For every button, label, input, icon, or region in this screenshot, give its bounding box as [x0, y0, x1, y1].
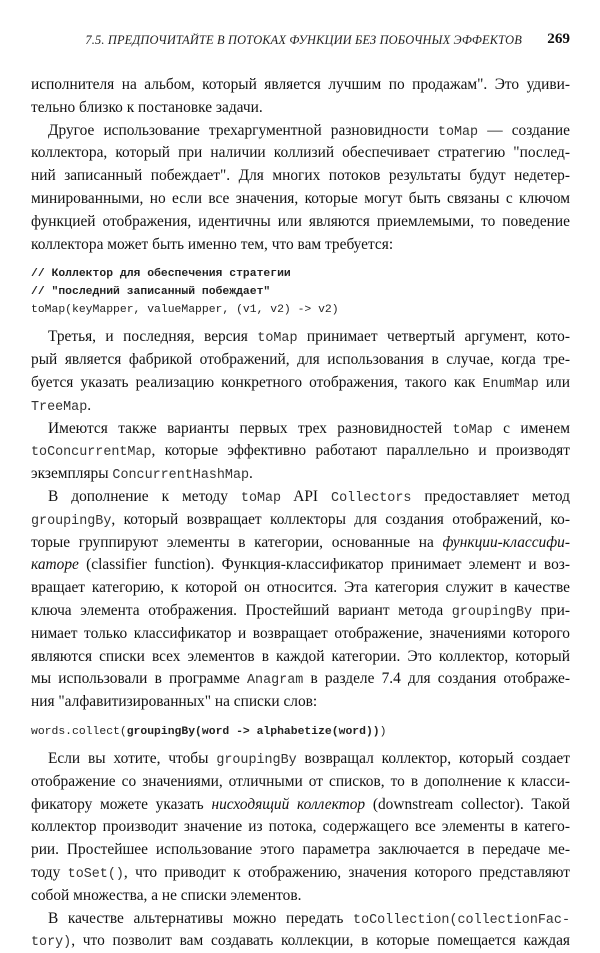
- text-line: [31, 418, 570, 441]
- page-number: 269: [547, 30, 570, 48]
- text-line: рии. Простейшее использование этого параметра заключается в передаче ме-: [31, 839, 570, 862]
- inline-code: Anagram: [247, 673, 303, 688]
- paragraph-6: [31, 748, 570, 908]
- text-line: [31, 908, 570, 931]
- text-run: , который возвращает коллекторы для создания отображений, ко-: [111, 511, 570, 528]
- code-block-2: [31, 723, 570, 741]
- text-run: тоду: [31, 864, 68, 881]
- text-line: нимает только классификатор и возвращает отображение, значениями которого: [31, 623, 570, 646]
- inline-code: toConcurrentMap: [31, 445, 152, 460]
- code-text: ): [380, 726, 387, 738]
- text-run: .: [87, 397, 91, 414]
- text-run: Если вы хотите, чтобы: [48, 750, 216, 767]
- text-line: [31, 509, 570, 532]
- paragraph-2: [31, 120, 570, 257]
- emphasis: функции-классифи-: [443, 534, 571, 551]
- text-line: [31, 440, 570, 463]
- text-line: [31, 600, 570, 623]
- text-run: .: [249, 465, 253, 482]
- text-line: собой множества, а не списки элементов.: [31, 885, 570, 908]
- inline-code: groupingBy: [452, 605, 532, 620]
- text-line: [31, 120, 570, 143]
- text-run: — создание: [478, 122, 570, 139]
- text-line: коллектора, который при наличии коллизий обеспечивает стратегию "послед-: [31, 142, 570, 165]
- text-line: отображение со значениями, отличными от списков, то в дополнение к класси-: [31, 771, 570, 794]
- text-run: мы использовали в программе: [31, 670, 247, 687]
- chapter-section-title: 7.5. ПРЕДПОЧИТАЙТЕ В ПОТОКАХ ФУНКЦИИ БЕЗ ПОБОЧНЫХ ЭФФЕКТОВ: [85, 33, 522, 48]
- text-run: с именем: [493, 420, 570, 437]
- text-line: коллектор производит значение из потока, содержащего все элементы в катего-: [31, 816, 570, 839]
- text-line: [31, 372, 570, 395]
- inline-code: groupingBy: [31, 514, 111, 529]
- text-run: фикатору можете указать: [31, 796, 211, 813]
- text-line: [31, 862, 570, 885]
- text-line: являются списки всех элементов в каждой категории. Это коллектор, который: [31, 646, 570, 669]
- text-run: В качестве альтернативы можно передать: [48, 910, 353, 927]
- paragraph-4: [31, 418, 570, 486]
- body-text: [31, 74, 570, 953]
- inline-code: toSet(): [68, 867, 124, 882]
- inline-code: Collectors: [331, 491, 411, 506]
- inline-code: toMap: [257, 331, 297, 346]
- text-line: [31, 486, 570, 509]
- text-run: в разделе 7.4 для создания отображе-: [303, 670, 570, 687]
- text-line: [31, 748, 570, 771]
- paragraph-3: [31, 326, 570, 417]
- inline-code: tory): [31, 935, 71, 950]
- text-run: В дополнение к методу: [48, 488, 241, 505]
- text-line: тельно близко к постановке задачи.: [31, 97, 570, 120]
- inline-code: TreeMap: [31, 400, 87, 415]
- emphasis: каторе: [31, 556, 79, 573]
- text-line: [31, 395, 570, 418]
- text-line: коллектора может быть именно тем, что вам требуется:: [31, 234, 570, 257]
- running-header: [110, 30, 570, 54]
- text-run: торые группируют элементы в категории, основанные на: [31, 534, 443, 551]
- text-run: или: [539, 374, 570, 391]
- text-line: вращает категорию, к которой он относится. Эта категория служит в качестве: [31, 577, 570, 600]
- text-run: возвращал коллектор, который создает: [297, 750, 570, 767]
- text-line: [31, 794, 570, 817]
- text-run: , что позволит вам создавать коллекции, в которые помещается каждая: [71, 932, 570, 949]
- text-line: [31, 554, 570, 577]
- text-run: Другое использование трехаргументной разновидности: [48, 122, 438, 139]
- code-text: words.collect(: [31, 726, 127, 738]
- text-line: исполнителя на альбом, который является лучшим по продажам". Это удиви-: [31, 74, 570, 97]
- code-statement: toMap(keyMapper, valueMapper, (v1, v2) -> v2): [31, 301, 570, 319]
- inline-code: groupingBy: [216, 753, 296, 768]
- text-run: Третья, и последняя, версия: [48, 328, 257, 345]
- text-line: [31, 668, 570, 691]
- inline-code: toMap: [453, 423, 493, 438]
- text-line: ний записанный побеждает". Для многих потоков результаты будут недетер-: [31, 165, 570, 188]
- code-comment: [31, 283, 570, 301]
- inline-code: toCollection(collectionFac-: [353, 913, 570, 928]
- text-run: буется указать реализацию конкретного отображения, такого как: [31, 374, 482, 391]
- text-line: функцией отображения, идентичны или являются приемлемыми, то поведение: [31, 211, 570, 234]
- text-line: [31, 463, 570, 486]
- text-run: ключа элемента отображения. Простейший вариант метода: [31, 602, 452, 619]
- text-run: Имеются также варианты первых трех разновидностей: [48, 420, 453, 437]
- inline-code: toMap: [438, 125, 478, 140]
- code-statement: [31, 723, 570, 741]
- inline-code: ConcurrentHashMap: [112, 468, 249, 483]
- code-text: // "последний записанный побеждает": [31, 286, 270, 298]
- text-line: [31, 930, 570, 953]
- text-run: принимает четвертый аргумент, кото-: [297, 328, 570, 345]
- inline-code: EnumMap: [482, 377, 538, 392]
- text-line: минированными, но если все значения, которые могут быть связаны с ключом: [31, 188, 570, 211]
- code-text-bold: groupingBy(word -> alphabetize(word)): [127, 726, 380, 738]
- text-run: (classifier function). Функция-классификатор принимает элемент и воз-: [79, 556, 570, 573]
- paragraph-1: [31, 74, 570, 120]
- inline-code: toMap: [241, 491, 281, 506]
- text-line: рый является фабрикой отображений, для использования в случае, когда тре-: [31, 349, 570, 372]
- emphasis: нисходящий коллектор: [211, 796, 365, 813]
- text-run: предоставляет метод: [411, 488, 570, 505]
- text-line: [31, 326, 570, 349]
- paragraph-5: [31, 486, 570, 714]
- text-run: , которые эффективно работают параллельно и производят: [152, 442, 570, 459]
- code-block-1: [31, 265, 570, 319]
- text-run: экземпляры: [31, 465, 112, 482]
- text-line: [31, 532, 570, 555]
- text-run: при-: [532, 602, 570, 619]
- text-run: , что приводит к отображению, значения которого представляют: [124, 864, 570, 881]
- paragraph-7: [31, 908, 570, 953]
- text-run: API: [281, 488, 331, 505]
- code-text: // Коллектор для обеспечения стратегии: [31, 268, 291, 280]
- text-run: (downstream collector). Такой: [365, 796, 570, 813]
- code-comment: [31, 265, 570, 283]
- text-line: ния "алфавитизированных" на списки слов:: [31, 691, 570, 714]
